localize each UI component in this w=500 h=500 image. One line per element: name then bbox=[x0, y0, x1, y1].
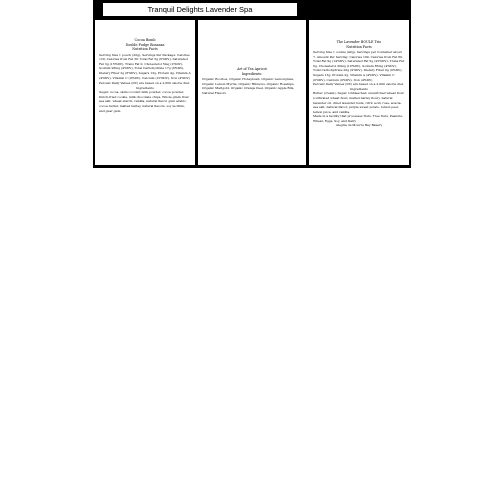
ingredients-label: Ingredients: bbox=[241, 71, 263, 76]
nutrition-facts-label: Nutrition Facts bbox=[132, 47, 158, 52]
ingredients-label: Ingredients bbox=[136, 85, 154, 90]
ingredients-text: Butter (cream), Sugar, Unbleached, unenriched wheat flour (cultivated wheat flour, malted barley flour), natural lavender oil, dried lavender buds, citric acid, rose, acacia, sea salt, natural flavor, purple sweet potato, lemon peel, lemon juice, and vanilla. bbox=[313, 91, 404, 114]
product-name: Art of Tea Apricot bbox=[237, 67, 267, 71]
product-panel-lavender-boule bbox=[309, 20, 409, 165]
product-name: Cocoa Bomb bbox=[134, 38, 156, 42]
allergen-footnote: Made in a facility that processes Nuts, Tree Nuts, Peanuts, Wheat, Eggs, Soy, and Dairy bbox=[313, 114, 403, 123]
ingredients-label: Ingredients bbox=[350, 86, 368, 91]
nutrition-facts-text: Serving Size 1 pouch (20g), Servings Per Package: Calories 120, Calories from Fat 30: Total Fat 5g (6%DV), Saturated Fat 3g (15%DV), Trans Fat 0, Cholesterol 5mg (2%DV), Sodium 95mg (4%DV), Total Carbohydrate 17g (6%DV), Dietary Fiber 2g (8%DV), Sugars 13g, Protein 4g, Vitamin A (4%DV), Vitamin C (0%DV), Calcium (10%DV), Iron (4%DV) bbox=[99, 52, 191, 80]
daily-value-note: Percent Daily Values (DV) are based on a 2,000 calorie diet. bbox=[99, 80, 191, 85]
product-panel-art-of-tea bbox=[198, 20, 306, 165]
product-subtitle: Double Fudge Bonanza bbox=[125, 42, 165, 47]
product-name: The Lavender BOULE Trio bbox=[336, 40, 382, 44]
nutrition-facts-label: Nutrition Facts bbox=[346, 44, 372, 49]
ingredients-text: Sugar, cocoa, skim coconut milk powder, cocoa powder, Dutch-fried cookie, milk chocolate chips, Whole-grain flour, sea salt, wheat starch, vanilla, natural flavor, gum arabic, cocoa butter, malted barley, natural flavors, soy lecithin, and guar gum. bbox=[99, 90, 190, 113]
ingredients-text: Organic Rooibos, Organic Honeybush, Organic Lemongrass, Organic Lemon Myrtle, Organic Hibiscus, Organic Rosehips, Organic Marigold, Organic Orange Peel, Organic Apple Bits, Natural Flavors bbox=[202, 76, 295, 95]
daily-value-note: Percent Daily Values (DV) are based on a 2,000 calorie diet. bbox=[313, 82, 405, 87]
document-title: Tranquil Delights Lavender Spa bbox=[102, 2, 298, 17]
bakery-brand: Alegria de Mourre Bay Bakery bbox=[335, 123, 383, 128]
product-panel-cocoa-bomb bbox=[95, 20, 195, 165]
nutrition-facts-text: Serving Size 1 cookie (40g), Servings per Container about 7, Amount Per Serving: Calories 190, Calories from Fat 80, Total Fat 9g (14%DV), Saturated Fat 5g (25%DV), Trans Fat 0g, Cholesterol 30mg (10%DV), Sodium 85mg (4%DV), Total Carbohydrate 26g (9%DV), Dietary Fiber 0g (0%DV), Sugars 13g, Protein 2g, Vitamin A (4%DV), Vitamin C (0%DV), Calcium (0%DV), Iron (4%DV) bbox=[313, 49, 405, 82]
